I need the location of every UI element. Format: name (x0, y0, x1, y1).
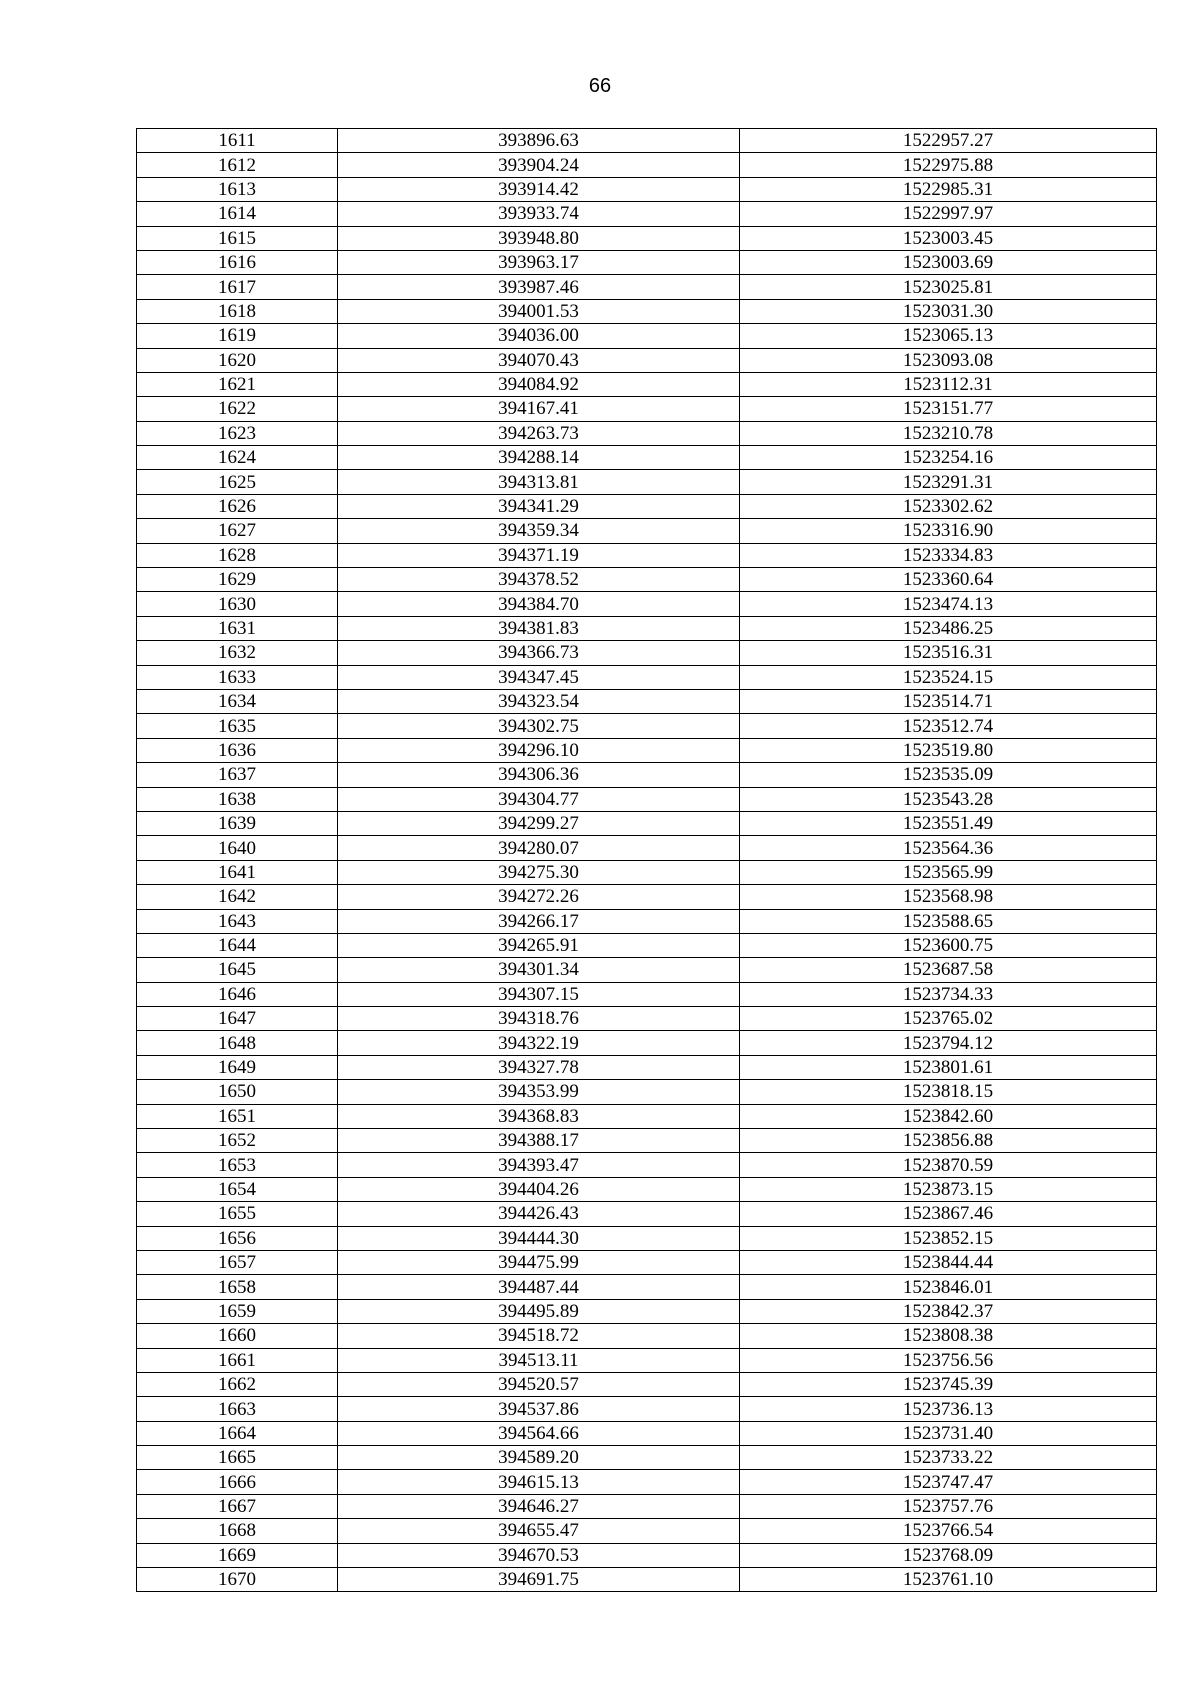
point-number-cell: 1656 (137, 1226, 338, 1250)
point-number-cell: 1616 (137, 250, 338, 274)
y-coordinate-cell: 1523291.31 (740, 470, 1157, 494)
x-coordinate-cell: 393904.24 (338, 153, 740, 177)
point-number-cell: 1614 (137, 202, 338, 226)
point-number-cell: 1650 (137, 1080, 338, 1104)
table-row (137, 1153, 1157, 1177)
x-coordinate-cell: 393963.17 (338, 250, 740, 274)
x-coordinate-cell: 394299.27 (338, 811, 740, 835)
y-coordinate-cell: 1523524.15 (740, 665, 1157, 689)
y-coordinate-cell: 1523801.61 (740, 1055, 1157, 1079)
y-coordinate-cell: 1523564.36 (740, 836, 1157, 860)
table-row (137, 885, 1157, 909)
point-number-cell: 1670 (137, 1568, 338, 1592)
table-row (137, 543, 1157, 567)
table-row (137, 226, 1157, 250)
y-coordinate-cell: 1523873.15 (740, 1177, 1157, 1201)
point-number-cell: 1618 (137, 299, 338, 323)
table-row (137, 470, 1157, 494)
x-coordinate-cell: 394381.83 (338, 616, 740, 640)
x-coordinate-cell: 394001.53 (338, 299, 740, 323)
point-number-cell: 1659 (137, 1299, 338, 1323)
table-row (137, 421, 1157, 445)
y-coordinate-cell: 1523747.47 (740, 1470, 1157, 1494)
y-coordinate-cell: 1523600.75 (740, 933, 1157, 957)
table-row (137, 860, 1157, 884)
x-coordinate-cell: 394070.43 (338, 348, 740, 372)
y-coordinate-cell: 1523519.80 (740, 738, 1157, 762)
x-coordinate-cell: 394301.34 (338, 958, 740, 982)
point-number-cell: 1655 (137, 1202, 338, 1226)
x-coordinate-cell: 394327.78 (338, 1055, 740, 1079)
y-coordinate-cell: 1523254.16 (740, 446, 1157, 470)
point-number-cell: 1649 (137, 1055, 338, 1079)
table-row (137, 1421, 1157, 1445)
point-number-cell: 1625 (137, 470, 338, 494)
x-coordinate-cell: 394265.91 (338, 933, 740, 957)
point-number-cell: 1660 (137, 1324, 338, 1348)
point-number-cell: 1641 (137, 860, 338, 884)
y-coordinate-cell: 1523794.12 (740, 1031, 1157, 1055)
table-row (137, 689, 1157, 713)
table-row (137, 1470, 1157, 1494)
x-coordinate-cell: 394304.77 (338, 787, 740, 811)
y-coordinate-cell: 1523745.39 (740, 1372, 1157, 1396)
x-coordinate-cell: 394513.11 (338, 1348, 740, 1372)
point-number-cell: 1633 (137, 665, 338, 689)
table-row (137, 1348, 1157, 1372)
y-coordinate-cell: 1522997.97 (740, 202, 1157, 226)
x-coordinate-cell: 394302.75 (338, 714, 740, 738)
x-coordinate-cell: 394272.26 (338, 885, 740, 909)
point-number-cell: 1637 (137, 763, 338, 787)
y-coordinate-cell: 1523316.90 (740, 519, 1157, 543)
x-coordinate-cell: 394384.70 (338, 592, 740, 616)
y-coordinate-cell: 1523844.44 (740, 1250, 1157, 1274)
table-row (137, 324, 1157, 348)
table-row (137, 446, 1157, 470)
x-coordinate-cell: 394495.89 (338, 1299, 740, 1323)
point-number-cell: 1663 (137, 1397, 338, 1421)
point-number-cell: 1612 (137, 153, 338, 177)
table-row (137, 1129, 1157, 1153)
table-row (137, 494, 1157, 518)
table-row (137, 299, 1157, 323)
x-coordinate-cell: 394266.17 (338, 909, 740, 933)
point-number-cell: 1646 (137, 982, 338, 1006)
point-number-cell: 1639 (137, 811, 338, 835)
point-number-cell: 1664 (137, 1421, 338, 1445)
y-coordinate-cell: 1523687.58 (740, 958, 1157, 982)
x-coordinate-cell: 394518.72 (338, 1324, 740, 1348)
y-coordinate-cell: 1523808.38 (740, 1324, 1157, 1348)
x-coordinate-cell: 394646.27 (338, 1494, 740, 1518)
point-number-cell: 1611 (137, 129, 338, 153)
table-row (137, 787, 1157, 811)
table-row (137, 738, 1157, 762)
x-coordinate-cell: 394589.20 (338, 1446, 740, 1470)
point-number-cell: 1615 (137, 226, 338, 250)
table-row (137, 177, 1157, 201)
point-number-cell: 1635 (137, 714, 338, 738)
y-coordinate-cell: 1522957.27 (740, 129, 1157, 153)
point-number-cell: 1636 (137, 738, 338, 762)
table-row (137, 1177, 1157, 1201)
point-number-cell: 1630 (137, 592, 338, 616)
x-coordinate-cell: 393896.63 (338, 129, 740, 153)
x-coordinate-cell: 394353.99 (338, 1080, 740, 1104)
table-row (137, 1275, 1157, 1299)
x-coordinate-cell: 394084.92 (338, 372, 740, 396)
y-coordinate-cell: 1523031.30 (740, 299, 1157, 323)
table-row (137, 1519, 1157, 1543)
point-number-cell: 1643 (137, 909, 338, 933)
table-row (137, 811, 1157, 835)
point-number-cell: 1619 (137, 324, 338, 348)
y-coordinate-cell: 1523516.31 (740, 641, 1157, 665)
y-coordinate-cell: 1523736.13 (740, 1397, 1157, 1421)
y-coordinate-cell: 1523842.37 (740, 1299, 1157, 1323)
y-coordinate-cell: 1523856.88 (740, 1129, 1157, 1153)
x-coordinate-cell: 394322.19 (338, 1031, 740, 1055)
point-number-cell: 1620 (137, 348, 338, 372)
point-number-cell: 1634 (137, 689, 338, 713)
y-coordinate-cell: 1523514.71 (740, 689, 1157, 713)
x-coordinate-cell: 394378.52 (338, 568, 740, 592)
y-coordinate-cell: 1523867.46 (740, 1202, 1157, 1226)
x-coordinate-cell: 394263.73 (338, 421, 740, 445)
y-coordinate-cell: 1523766.54 (740, 1519, 1157, 1543)
point-number-cell: 1613 (137, 177, 338, 201)
table-row (137, 714, 1157, 738)
x-coordinate-cell: 394564.66 (338, 1421, 740, 1445)
table-row (137, 1104, 1157, 1128)
y-coordinate-cell: 1523852.15 (740, 1226, 1157, 1250)
table-row (137, 1007, 1157, 1031)
point-number-cell: 1652 (137, 1129, 338, 1153)
point-number-cell: 1638 (137, 787, 338, 811)
x-coordinate-cell: 394691.75 (338, 1568, 740, 1592)
x-coordinate-cell: 394323.54 (338, 689, 740, 713)
point-number-cell: 1626 (137, 494, 338, 518)
x-coordinate-cell: 394366.73 (338, 641, 740, 665)
x-coordinate-cell: 394318.76 (338, 1007, 740, 1031)
y-coordinate-cell: 1523486.25 (740, 616, 1157, 640)
table-row (137, 641, 1157, 665)
point-number-cell: 1651 (137, 1104, 338, 1128)
x-coordinate-cell: 394275.30 (338, 860, 740, 884)
y-coordinate-cell: 1523588.65 (740, 909, 1157, 933)
table-row (137, 1324, 1157, 1348)
y-coordinate-cell: 1523003.69 (740, 250, 1157, 274)
y-coordinate-cell: 1523210.78 (740, 421, 1157, 445)
x-coordinate-cell: 394670.53 (338, 1543, 740, 1567)
table-row (137, 1543, 1157, 1567)
table-row (137, 1202, 1157, 1226)
table-row (137, 909, 1157, 933)
y-coordinate-cell: 1523757.76 (740, 1494, 1157, 1518)
point-number-cell: 1662 (137, 1372, 338, 1396)
point-number-cell: 1645 (137, 958, 338, 982)
x-coordinate-cell: 394388.17 (338, 1129, 740, 1153)
table-row (137, 153, 1157, 177)
point-number-cell: 1654 (137, 1177, 338, 1201)
table-row (137, 1080, 1157, 1104)
y-coordinate-cell: 1523870.59 (740, 1153, 1157, 1177)
y-coordinate-cell: 1523818.15 (740, 1080, 1157, 1104)
table-row (137, 763, 1157, 787)
table-row (137, 616, 1157, 640)
y-coordinate-cell: 1523761.10 (740, 1568, 1157, 1592)
x-coordinate-cell: 394371.19 (338, 543, 740, 567)
point-number-cell: 1642 (137, 885, 338, 909)
point-number-cell: 1628 (137, 543, 338, 567)
x-coordinate-cell: 394167.41 (338, 397, 740, 421)
y-coordinate-cell: 1523846.01 (740, 1275, 1157, 1299)
y-coordinate-cell: 1523756.56 (740, 1348, 1157, 1372)
x-coordinate-cell: 394296.10 (338, 738, 740, 762)
point-number-cell: 1640 (137, 836, 338, 860)
table-row (137, 275, 1157, 299)
x-coordinate-cell: 394520.57 (338, 1372, 740, 1396)
table-row (137, 958, 1157, 982)
point-number-cell: 1624 (137, 446, 338, 470)
point-number-cell: 1627 (137, 519, 338, 543)
table-row (137, 250, 1157, 274)
y-coordinate-cell: 1523543.28 (740, 787, 1157, 811)
point-number-cell: 1621 (137, 372, 338, 396)
x-coordinate-cell: 394615.13 (338, 1470, 740, 1494)
table-row (137, 1568, 1157, 1592)
point-number-cell: 1661 (137, 1348, 338, 1372)
table-row (137, 982, 1157, 1006)
y-coordinate-cell: 1523025.81 (740, 275, 1157, 299)
table-row (137, 372, 1157, 396)
point-number-cell: 1647 (137, 1007, 338, 1031)
x-coordinate-cell: 394655.47 (338, 1519, 740, 1543)
point-number-cell: 1665 (137, 1446, 338, 1470)
table-row (137, 1494, 1157, 1518)
x-coordinate-cell: 394280.07 (338, 836, 740, 860)
coordinates-table-body (137, 129, 1157, 1592)
table-row (137, 933, 1157, 957)
point-number-cell: 1623 (137, 421, 338, 445)
point-number-cell: 1657 (137, 1250, 338, 1274)
x-coordinate-cell: 394036.00 (338, 324, 740, 348)
point-number-cell: 1648 (137, 1031, 338, 1055)
table-row (137, 348, 1157, 372)
x-coordinate-cell: 394393.47 (338, 1153, 740, 1177)
table-row (137, 1372, 1157, 1396)
y-coordinate-cell: 1523065.13 (740, 324, 1157, 348)
table-row (137, 1226, 1157, 1250)
point-number-cell: 1632 (137, 641, 338, 665)
y-coordinate-cell: 1523551.49 (740, 811, 1157, 835)
point-number-cell: 1667 (137, 1494, 338, 1518)
y-coordinate-cell: 1523334.83 (740, 543, 1157, 567)
table-row (137, 836, 1157, 860)
x-coordinate-cell: 393914.42 (338, 177, 740, 201)
x-coordinate-cell: 393933.74 (338, 202, 740, 226)
table-row (137, 202, 1157, 226)
point-number-cell: 1617 (137, 275, 338, 299)
table-row (137, 1031, 1157, 1055)
y-coordinate-cell: 1523302.62 (740, 494, 1157, 518)
x-coordinate-cell: 394475.99 (338, 1250, 740, 1274)
table-row (137, 1397, 1157, 1421)
table-row (137, 1250, 1157, 1274)
y-coordinate-cell: 1523512.74 (740, 714, 1157, 738)
table-row (137, 1299, 1157, 1323)
x-coordinate-cell: 394537.86 (338, 1397, 740, 1421)
x-coordinate-cell: 394313.81 (338, 470, 740, 494)
y-coordinate-cell: 1522975.88 (740, 153, 1157, 177)
y-coordinate-cell: 1522985.31 (740, 177, 1157, 201)
page-number: 66 (588, 75, 612, 97)
y-coordinate-cell: 1523474.13 (740, 592, 1157, 616)
point-number-cell: 1644 (137, 933, 338, 957)
table-row (137, 1446, 1157, 1470)
table-row (137, 397, 1157, 421)
y-coordinate-cell: 1523535.09 (740, 763, 1157, 787)
y-coordinate-cell: 1523151.77 (740, 397, 1157, 421)
x-coordinate-cell: 394341.29 (338, 494, 740, 518)
y-coordinate-cell: 1523731.40 (740, 1421, 1157, 1445)
y-coordinate-cell: 1523360.64 (740, 568, 1157, 592)
x-coordinate-cell: 394306.36 (338, 763, 740, 787)
table-row (137, 568, 1157, 592)
y-coordinate-cell: 1523093.08 (740, 348, 1157, 372)
x-coordinate-cell: 394487.44 (338, 1275, 740, 1299)
y-coordinate-cell: 1523765.02 (740, 1007, 1157, 1031)
y-coordinate-cell: 1523568.98 (740, 885, 1157, 909)
point-number-cell: 1622 (137, 397, 338, 421)
table-row (137, 1055, 1157, 1079)
x-coordinate-cell: 394404.26 (338, 1177, 740, 1201)
y-coordinate-cell: 1523734.33 (740, 982, 1157, 1006)
x-coordinate-cell: 394288.14 (338, 446, 740, 470)
table-row (137, 665, 1157, 689)
y-coordinate-cell: 1523565.99 (740, 860, 1157, 884)
point-number-cell: 1658 (137, 1275, 338, 1299)
point-number-cell: 1669 (137, 1543, 338, 1567)
table-row (137, 592, 1157, 616)
table-row (137, 519, 1157, 543)
x-coordinate-cell: 394426.43 (338, 1202, 740, 1226)
y-coordinate-cell: 1523003.45 (740, 226, 1157, 250)
table-row (137, 129, 1157, 153)
coordinates-table (136, 128, 1157, 1592)
x-coordinate-cell: 394307.15 (338, 982, 740, 1006)
y-coordinate-cell: 1523768.09 (740, 1543, 1157, 1567)
x-coordinate-cell: 394368.83 (338, 1104, 740, 1128)
x-coordinate-cell: 394347.45 (338, 665, 740, 689)
point-number-cell: 1666 (137, 1470, 338, 1494)
y-coordinate-cell: 1523842.60 (740, 1104, 1157, 1128)
y-coordinate-cell: 1523733.22 (740, 1446, 1157, 1470)
x-coordinate-cell: 394444.30 (338, 1226, 740, 1250)
x-coordinate-cell: 393948.80 (338, 226, 740, 250)
y-coordinate-cell: 1523112.31 (740, 372, 1157, 396)
x-coordinate-cell: 394359.34 (338, 519, 740, 543)
point-number-cell: 1631 (137, 616, 338, 640)
point-number-cell: 1629 (137, 568, 338, 592)
point-number-cell: 1668 (137, 1519, 338, 1543)
x-coordinate-cell: 393987.46 (338, 275, 740, 299)
point-number-cell: 1653 (137, 1153, 338, 1177)
